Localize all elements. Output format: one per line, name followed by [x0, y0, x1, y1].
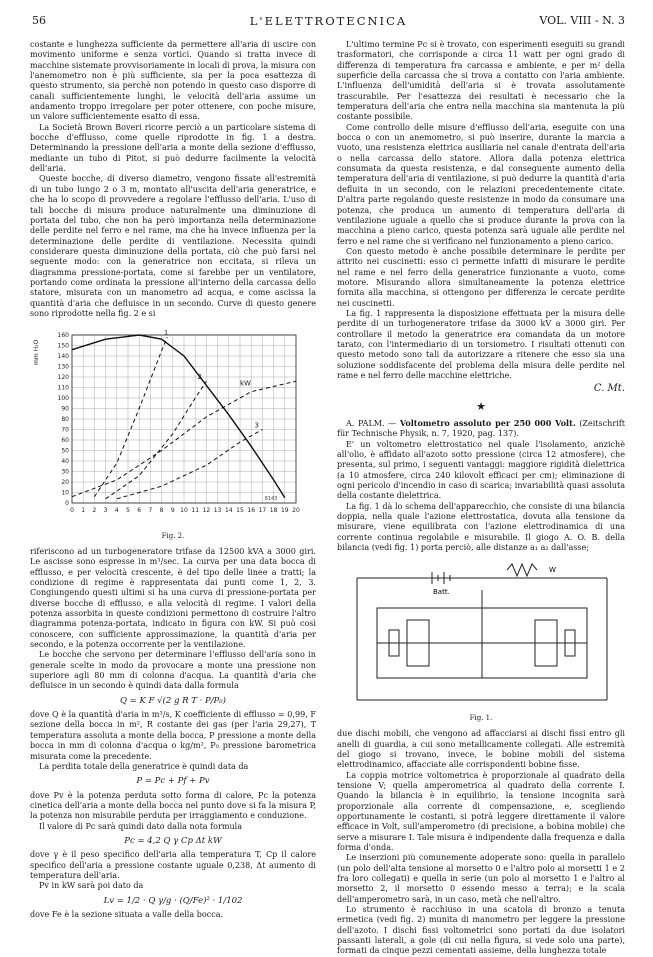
voltmeter-schematic — [337, 560, 625, 708]
y-tick-label: 100 — [57, 395, 69, 403]
y-tick-label: 130 — [57, 363, 69, 371]
paragraph: L'ultimo termine Pc si è trovato, con esperimenti eseguiti su grandi trasformatori, che corrisponde a circa 11 watt per ogni grado di differenza di temperatura fra carcassa e ambiente, e per m² della superficie della carcassa che si trova a contatto con l'aria ambiente. L'influenza dell'umidità dell'aria si è trovata assolutamente trascurabile. Per l'esattezza dei resultati è necessario che la temperatura dell'aria che entra nella macchina sia mantenuta la più costante possibile. — [337, 40, 625, 122]
x-tick-label: 7 — [148, 507, 153, 515]
y-tick-label: 160 — [57, 332, 69, 340]
y-tick-label: 90 — [61, 405, 69, 413]
paragraph: La fig. 1 dà lo schema dell'apparecchio, che consiste di una bilancia doppia, nella quale l'azione elettrostatica, dovuta alla tensione da misurare, viene equilibrata con l'azione elettrodinamica di una corrente continua regolabile e misurabile. Il giogo A. O. B. della bilancia (vedi fig. 1) porta perciò, alle distanze a₁ a₂ dall'asse; — [337, 501, 625, 553]
paragraph: Come controllo delle misure d'efflusso dell'aria, eseguite con una bocca o con un anemometro, si può inserire, durante la marcia a vuoto, una resistenza elettrica ausiliaria nel canale d'entrata dell'aria o nella carcassa dello statore. Allora dalla potenza elettrica consumata da questa resistenza, e dal conseguente aumento della temperatura dell'aria di ventilazione, si può dedurre la quantità d'aria defluita in un secondo, con le relazioni precedentemente citate. D'altra parte regolando queste resistenze in modo da consumare una potenza, che produca un aumento di temperatura dell'aria di ventilazione uguale a quello che si produce durante la prova con la macchina a pieno carico, questa potenza sarà uguale alle perdite nel ferro e nel rame che si verificano nel funzionamento a pieno carico. — [337, 122, 625, 246]
x-tick-label: 5 — [126, 507, 130, 515]
y-tick-label: 140 — [57, 353, 69, 361]
paragraph: due dischi mobili, che vengono ad affacciarsi ai dischi fissi entro gli anelli di guardia, a cui sono metallicamente collegati. Alle estremità del giogo si trovano, invece, le bobine mobili del sistema elettrodinamico, affacciate alle corrispondenti bobine fisse. — [337, 729, 625, 770]
y-tick-label: 10 — [61, 489, 69, 497]
x-tick-label: 9 — [170, 507, 175, 515]
abstract-author: A. PALM. — — [346, 419, 397, 429]
x-tick-label: 12 — [202, 507, 211, 515]
x-tick-label: 18 — [269, 507, 278, 515]
journal-title: L'ELETTROTECNICA — [249, 14, 408, 28]
abstract-title: Voltometro assoluto per 250 000 Volt. — [399, 418, 576, 429]
x-tick-label: 13 — [213, 507, 222, 515]
page-number: 56 — [32, 14, 46, 27]
figure-2 — [30, 325, 316, 541]
paragraph: Con questo metodo è anche possibile determinare le perdite per attrito nei cuscinetti: esso ci permette infatti di misurare le perdite nel rame e nel ferro della generatrice funzionante a vuoto, come motore. Misurando allora simultaneamente la potenza elettrice fornita alla macchina, si ottengono per differenza le cercate perdite nei cuscinetti. — [337, 246, 625, 308]
y-tick-label: 50 — [61, 447, 69, 455]
y-tick-label: 110 — [57, 384, 69, 392]
author-signature: C. Mt. — [593, 383, 625, 395]
paragraph: dove γ è il peso specifico dell'aria alla temperatura T, Cp il calore specifico dell'aria a pressione costante uguale 0,238, Δt aumento di temperatura dell'aria. — [30, 850, 316, 880]
paragraph: costante e lunghezza sufficiente da permettere all'aria di uscire con movimento uniforme e senza vortici. Quando si tratta invece di macchine sistemate provvisoriamente in locali di prova, la misura con l'anemometro non è più sufficiente, sia per la poca esattezza di questo strumento, sia perchè non potendo in questo caso disporre di canali sufficientemente lunghi, le velocità dell'aria assume un andamento troppo irregolare per poter ottenere, con poche misure, un valore sufficientemente esatto di essa. — [30, 40, 316, 122]
y-tick-label: 80 — [61, 416, 69, 424]
x-tick-label: 4 — [114, 507, 119, 515]
x-tick-label: 8 — [159, 507, 164, 515]
x-tick-label: 11 — [191, 507, 200, 515]
y-tick-label: 60 — [61, 437, 69, 445]
point-label: 1 — [163, 329, 169, 338]
paragraph: dove Pv è la potenza perduta sotto forma di calore, Pc la potenza cinetica dell'aria a monte della bocca nel punto dove si fa la misura P, la potenza non misurabile perduta per irraggiamento e conduzione. — [30, 790, 316, 821]
paragraph: dove Fe è la sezione situata a valle della bocca. — [30, 909, 224, 919]
equation-flow: Q = K F √(2 g R T · P/P₀) — [119, 695, 227, 706]
y-tick-label: 120 — [57, 374, 69, 382]
x-tick-label: 16 — [247, 507, 256, 515]
series-line — [94, 337, 167, 497]
abstract-heading — [337, 418, 625, 440]
x-tick-label: 1 — [81, 507, 86, 515]
y-tick-label: 150 — [57, 342, 69, 350]
left-column — [30, 40, 316, 920]
section-separator: ★ — [476, 399, 486, 413]
w-label: W — [549, 565, 556, 574]
x-tick-label: 0 — [70, 507, 74, 515]
equation-kinetic-power: Lv = 1/2 · Q γ/g · (Q/Fe)² · 1/102 — [103, 895, 243, 906]
x-tick-label: 15 — [236, 507, 244, 515]
y-tick-label: 0 — [65, 500, 69, 508]
paragraph: Queste bocche, di diverso diametro, vengono fissate all'estremità di un tubo lungo 2 o 3 m, montato all'uscita dell'aria generatrice, e che ha lo scopo di provvedere a regolare l'efflusso dell'aria. L'uso di tali bocche di misura produce naturalmente una diminuzione di portata del tubo, che non ha però importanza nella determinazione delle perdite nel ferro e nel rame, ma che ha invece influenza per la determinazione delle perdite di ventilazione. Necessita quindi considerare questa diminuzione della portata, ciò che può farsi nel seguente modo: con la generatrice non eccitata, si rileva un diagramma pressione-portata, come si farebbe per un ventilatore, portando come ordinata la pressione all'interno della carcassa dello statore, misurata con un manometro ad acqua, e come ascissa la quantità d'aria che defluisce in un secondo. Curve di questo genere sono riprodotte nella fig. 2 e si — [30, 174, 316, 318]
chart-labels — [33, 329, 300, 514]
y-tick-label: 30 — [61, 468, 69, 476]
y-tick-label: 20 — [61, 479, 69, 487]
y-axis-label: mm H₂O — [33, 340, 40, 366]
volume-issue: VOL. VIII - N. 3 — [539, 14, 625, 27]
figure-note: 8143 — [264, 496, 278, 503]
chart-grid — [72, 335, 296, 503]
series-line — [72, 335, 285, 498]
paragraph: La perdita totale della generatrice è quindi data da — [39, 761, 249, 771]
equation-heat-power: Pc = 4,2 Q γ Cp Δt kW — [124, 835, 222, 846]
paragraph: La fig. 1 rappresenta la disposizione effettuata per la misura delle perdite di un turbogeneratore trifase da 3000 kV a 3000 giri. Per controllare il metodo la generatrice era comandata da un motore tarato, con l'intermediario di un torsiometro. I risultati ottenuti con questo metodo sono tali da autorizzare a ritenere che esso sia una soluzione soddisfacente del problema della misura delle perdite nel rame e nel ferro delle macchine elettriche. — [337, 308, 625, 380]
kw-curve-label: kW — [240, 379, 251, 388]
paragraph: Le bocche che servono per determinare l'efflusso dell'aria sono in generale scelte in modo da provocare a monte una pressione non superiore agli 80 mm di colonna d'acqua. La quantità d'aria che defluisce in un secondo è quindi data dalla formula — [30, 650, 316, 691]
resistor — [507, 564, 537, 576]
x-tick-label: 14 — [224, 507, 233, 515]
paragraph: Le inserzioni più comunemente adoperate sono: quella in parallelo (un polo dell'alta tensione al morsetto 0 e l'altro polo ai morsetti 1 e 2 fra loro collegati) e quella in serie (un polo al morsetto 1 e l'altro al morsetto 2, il morsetto 0 essendo messo a terra); e la scala dell'amperometro sarà, in un caso, metà che nell'altro. — [337, 853, 625, 904]
x-tick-label: 6 — [137, 507, 142, 515]
right-column — [337, 40, 625, 957]
paragraph: Il valore di Pc sarà quindi dato dalla nota formula — [39, 821, 243, 831]
figure-1 — [337, 560, 625, 724]
y-tick-label: 70 — [61, 426, 69, 434]
pressure-flow-chart — [30, 325, 316, 525]
equation-total-loss: P = Pc + Pf + Pv — [136, 776, 210, 787]
x-tick-label: 20 — [292, 507, 300, 515]
figure-caption: Fig. 2. — [161, 531, 185, 540]
abstract-source: (Zeitschrift für Technische Physik, n. 7, 1920, pag. 137). — [337, 419, 625, 439]
point-label: 3 — [254, 421, 260, 430]
paragraph: dove Q è la quantità d'aria in m³/s, K coefficiente di efflusso = 0,99, F sezione della bocca in m², R costante dei gas (per l'aria 29,27), T temperatura assoluta a monte della bocca, P pressione a monte della bocca in mm di colonna d'acqua o kg/m², P₀ pressione barometrica misurata come la precedente. — [30, 710, 316, 761]
figure-caption: Fig. 1. — [469, 713, 493, 722]
battery-label: Batt. — [433, 587, 450, 596]
x-tick-label: 17 — [258, 507, 267, 515]
paragraph: E' un voltometro elettrostatico nel quale l'isolamento, anzichè all'olio, è affidato all'azoto sotto pressione (circa 12 atmosfere), che presenta, sul primo, i seguenti vantaggi: maggiore rigidità dielettrica (a 10 atmosfere, circa 240 kilovolt efficaci per cm); eliminazione di ogni pericolo d'incendio in caso di scarica; invariabilità quasi assoluta della costante dielettrica. — [337, 439, 625, 501]
point-label: 2 — [197, 373, 202, 382]
paragraph: Pv in kW sarà poi dato da — [39, 881, 144, 891]
paragraph: riferiscono ad un turbogeneratore trifase da 12500 kVA a 3000 giri. Le ascisse sono espresse in m³/sec. La curva per una data bocca di efflusso, e per velocità crescente, è del tipo delle linee a tratti; la condizione di regime è rappresentata dai punti come 1, 2, 3. Congiungendo questi ultimi si ha una curva di pressione-portata per diverse bocche di efflusso, e alla velocità di regime. I valori della potenza assorbita in queste condizioni permettono di costruire l'altro diagramma potenza-portata, indicato in figura con kW. Si può così conoscere, con sufficiente approssimazione, la quantità d'aria per secondo, e la potenza occorrente per la ventilazione. — [30, 546, 316, 650]
x-tick-label: 2 — [92, 507, 97, 515]
running-header — [32, 14, 625, 30]
x-tick-label: 19 — [280, 507, 289, 515]
paragraph: Lo strumento è racchiuso in una scatola di bronzo a tenuta ermetica (vedi fig. 2) munita di manometro per leggere la pressione dell'azoto. I dischi fissi voltometrici sono portati da due isolatori passanti laterali, a gole (di cui nella figura, si vede solo una parte), formati da cinque pezzi cementati assieme, della lunghezza totale — [337, 905, 625, 956]
y-tick-label: 40 — [61, 458, 69, 466]
paragraph: La Società Brown Boveri ricorre perciò a un particolare sistema di bocche d'efflusso, come quelle riprodotte in fig. 1 a destra. Determinando la pressione dell'aria a monte della sezione d'efflusso, mediante un tubo di Pitot, si può dedurre facilmente la velocità dell'aria. — [30, 122, 316, 174]
paragraph: La coppia motrice voltometrica è proporzionale al quadrato della tensione V; quella amperometrica al quadrato della corrente I. Quando la bilancia è in equilibrio, la tensione incognita sarà proporzionale alla corrente di compensazione, e, scegliendo opportunamente le costanti, si potrà leggere direttamente il valore efficace in Volt, sull'amperometro (di precisione, a bobina mobile) che serve a misurare I. Tale misura è indipendente dalla frequenza e dalla forma d'onda. — [337, 770, 625, 852]
x-tick-label: 3 — [103, 507, 108, 515]
x-tick-label: 10 — [180, 507, 188, 515]
